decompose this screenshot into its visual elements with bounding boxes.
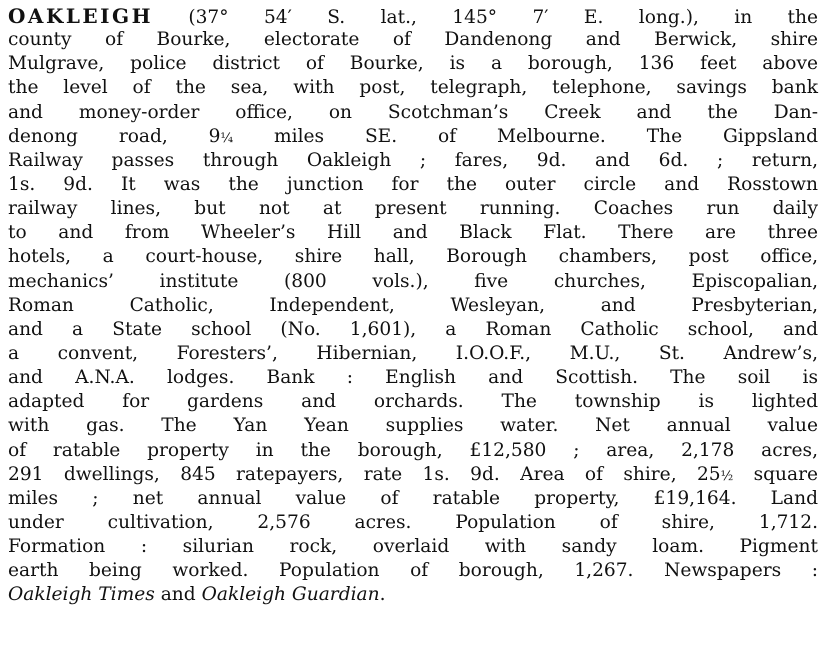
text-line: and A.N.A. lodges. Bank : English and Scottish. The soil is bbox=[8, 367, 818, 389]
text-line: earth being worked. Population of borough, 1,267. Newspapers : bbox=[8, 560, 818, 582]
text-line: to and from Wheeler’s Hill and Black Flat. There are three bbox=[8, 222, 818, 244]
text-line bbox=[8, 125, 818, 149]
text-line: with gas. The Yan Yean supplies water. Net annual value bbox=[8, 415, 818, 437]
headword: OAKLEIGH bbox=[8, 4, 153, 28]
text-line bbox=[8, 463, 818, 487]
text-line: Mulgrave, police district of Bourke, is a borough, 136 feet above bbox=[8, 53, 818, 75]
text-line: county of Bourke, electorate of Dandenong and Berwick, shire bbox=[8, 29, 818, 51]
text-segment: 291 dwellings, 845 ratepayers, rate 1s. 9d. Area of shire, 25 bbox=[8, 463, 721, 485]
newspaper-title: Oakleigh Times bbox=[8, 584, 155, 606]
newspaper-title: Oakleigh Guardian bbox=[201, 584, 380, 606]
text-line: Formation : silurian rock, overlaid with sandy loam. Pigment bbox=[8, 536, 818, 558]
text-line: under cultivation, 2,576 acres. Population of shire, 1,712. bbox=[8, 511, 818, 533]
text-line: railway lines, but not at present running. Coaches run daily bbox=[8, 198, 818, 220]
text-line: adapted for gardens and orchards. The township is lighted bbox=[8, 391, 818, 413]
text-line: the level of the sea, with post, telegraph, telephone, savings bank bbox=[8, 77, 818, 99]
text-line: miles ; net annual value of ratable property, £19,164. Land bbox=[8, 487, 818, 509]
text-segment: denong road, 9 bbox=[8, 125, 221, 147]
gazetteer-entry bbox=[8, 4, 818, 608]
text-line bbox=[8, 4, 818, 28]
text-line bbox=[8, 583, 818, 607]
text-segment: and bbox=[154, 584, 202, 606]
text-line: and a State school (No. 1,601), a Roman Catholic school, and bbox=[8, 318, 818, 340]
text-line: a convent, Foresters’, Hibernian, I.O.O.F., M.U., St. Andrew’s, bbox=[8, 342, 818, 364]
text-line: 1s. 9d. It was the junction for the outer circle and Rosstown bbox=[8, 173, 818, 195]
text-line: Roman Catholic, Independent, Wesleyan, and Presbyterian, bbox=[8, 294, 818, 316]
text-line: Railway passes through Oakleigh ; fares, 9d. and 6d. ; return, bbox=[8, 149, 818, 171]
text-segment: miles SE. of Melbourne. The Gippsland bbox=[233, 125, 818, 147]
text-line: hotels, a court-house, shire hall, Borough chambers, post office, bbox=[8, 246, 818, 268]
fraction: ¼ bbox=[220, 130, 234, 146]
text-line: mechanics’ institute (800 vols.), five churches, Episcopalian, bbox=[8, 270, 818, 292]
text-line: of ratable property in the borough, £12,580 ; area, 2,178 acres, bbox=[8, 439, 818, 461]
text-segment: . bbox=[379, 584, 386, 606]
fraction: ½ bbox=[720, 468, 734, 484]
text-segment: square bbox=[733, 463, 818, 485]
text-segment: (37° 54′ S. lat., 145° 7′ E. long.), in the bbox=[152, 7, 818, 28]
text-line: and money-order office, on Scotchman’s Creek and the Dan- bbox=[8, 101, 818, 123]
